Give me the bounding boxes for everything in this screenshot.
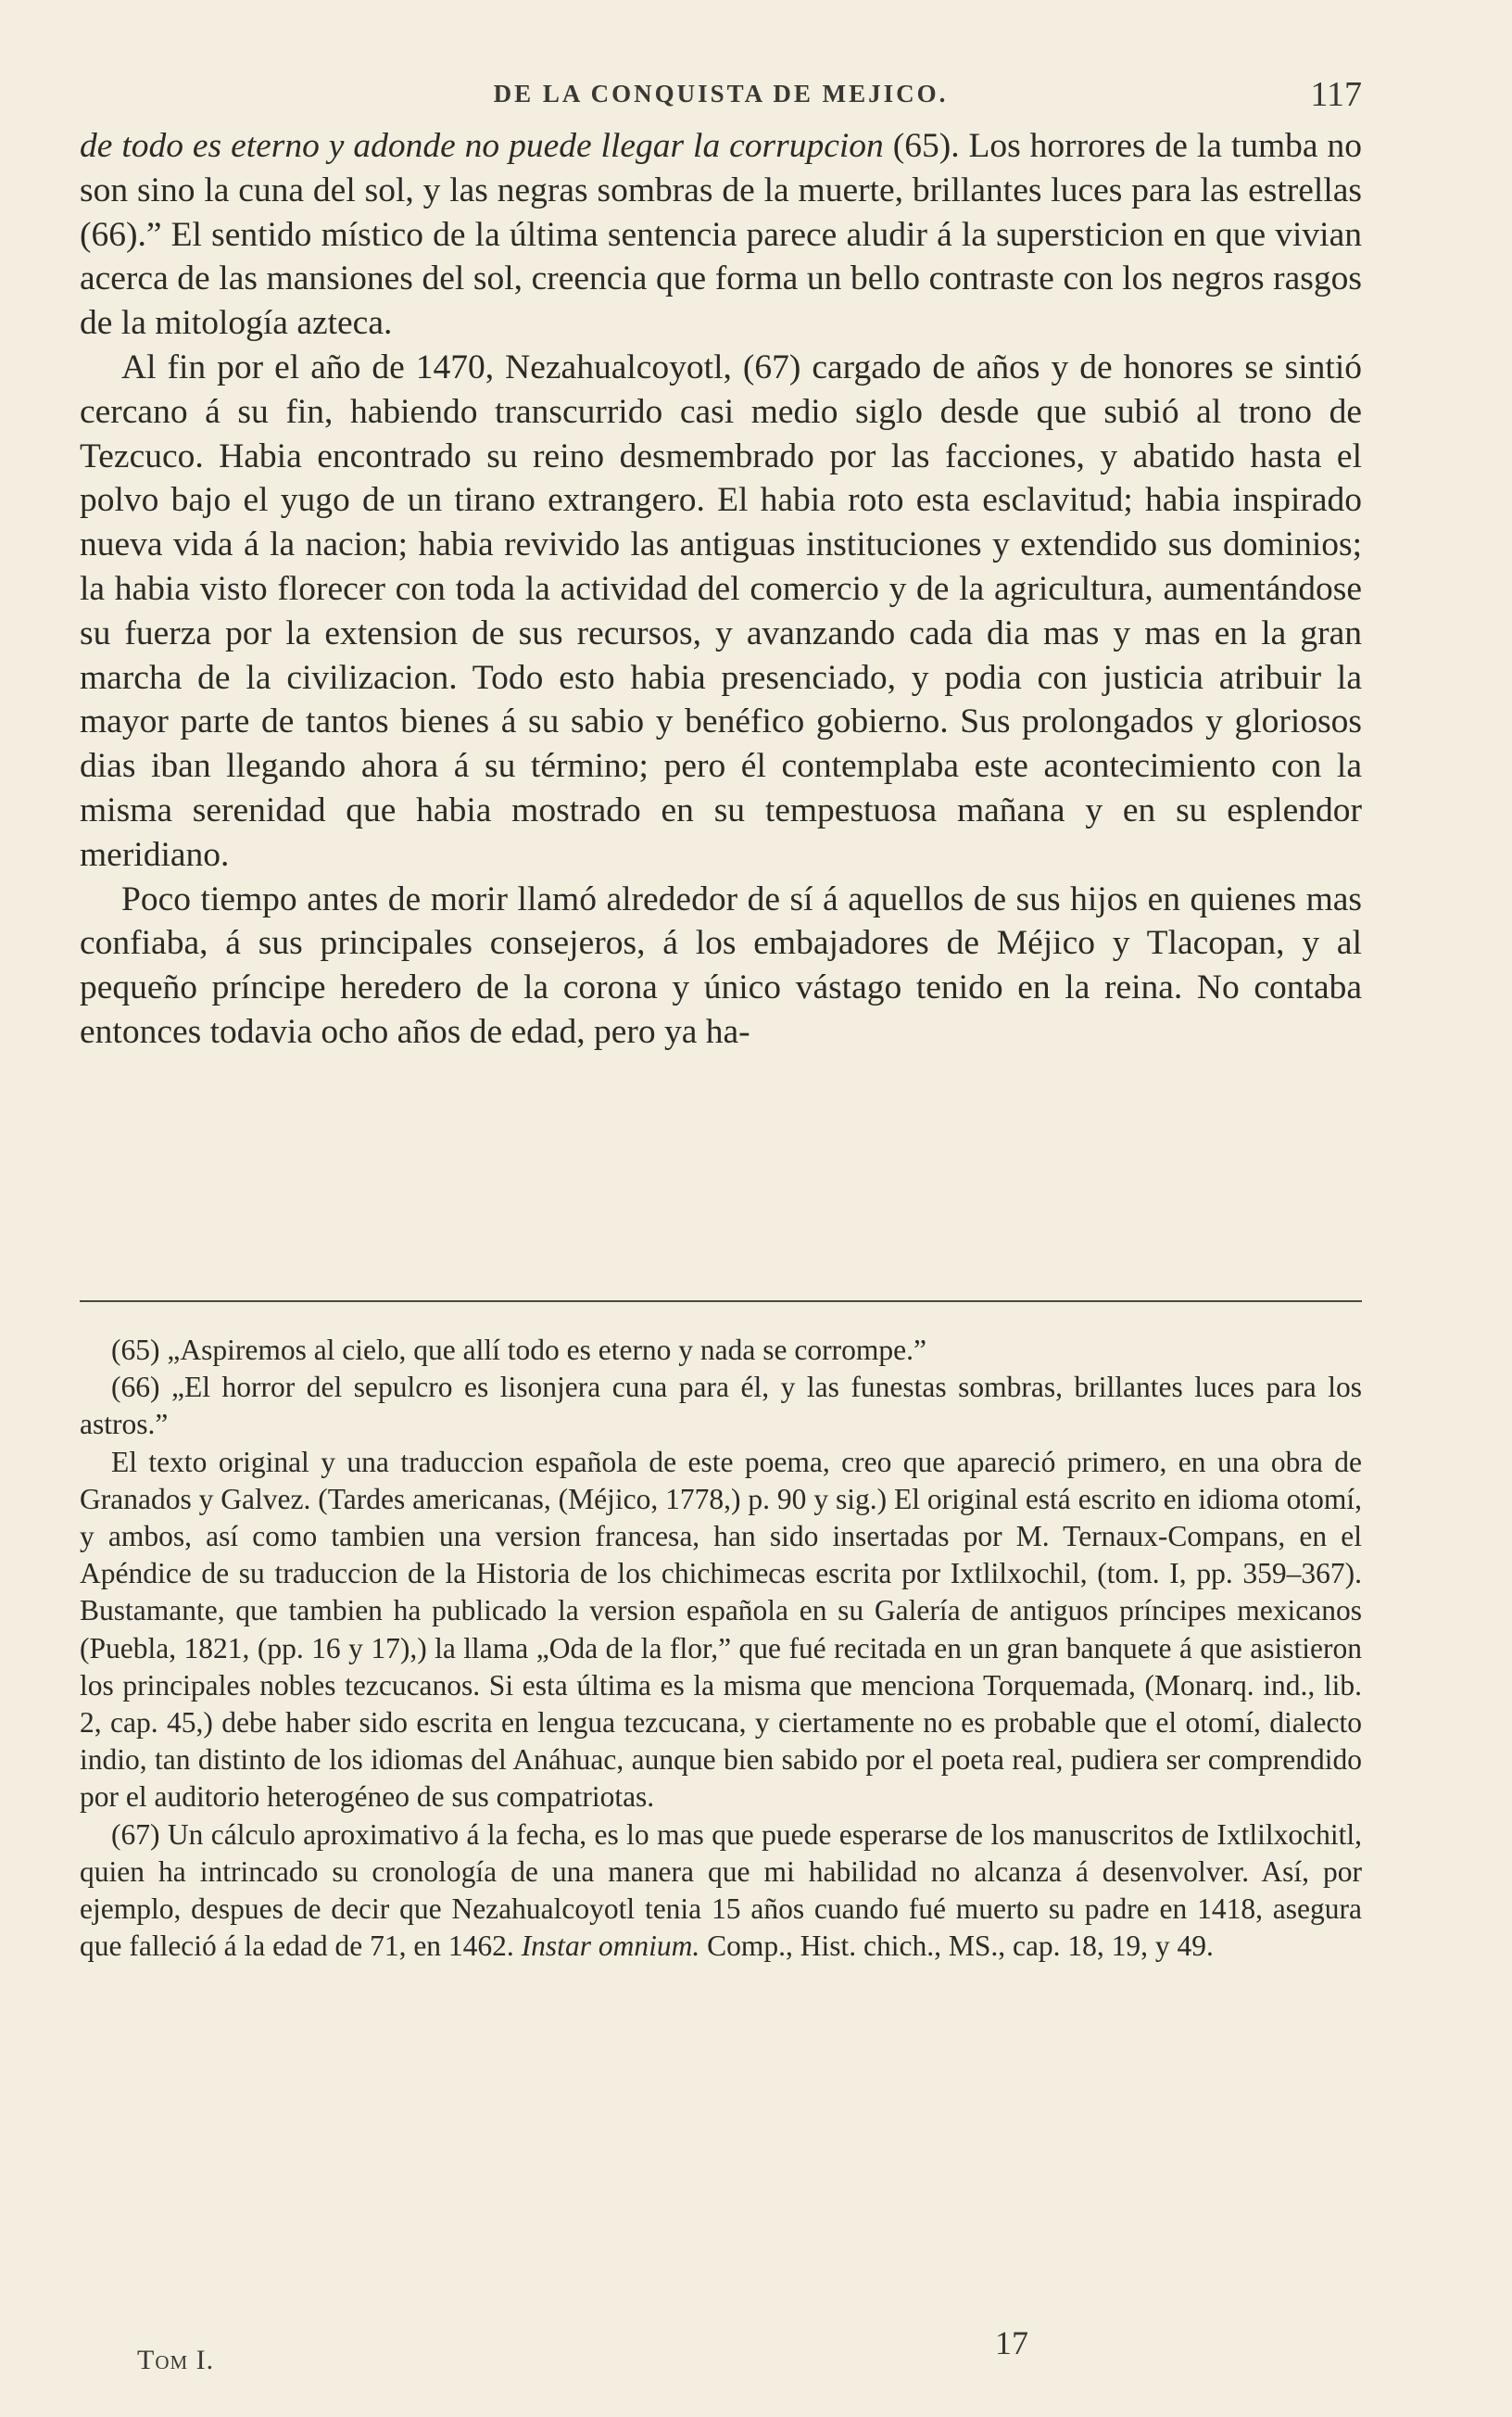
footnotes [80, 1332, 1362, 1965]
paragraph-1-italic: de todo es eterno y adonde no puede llegar la corrupcion [80, 127, 884, 165]
footnote-67-italic: Instar omnium. [521, 1930, 700, 1963]
paragraph-3: Poco tiempo antes de morir llamó alrededor de sí á aquellos de sus hijos en quienes mas confiaba, á sus principales consejeros, á los embajadores de Méjico y Tlacopan, y al pequeño príncipe heredero de la corona y único vástago tenido en la reina. No contaba entonces todavia ocho años de edad, pero ya ha- [80, 879, 1362, 1051]
footnote-66: (66) „El horror del sepulcro es lisonjera cuna para él, y las funestas sombras, brillantes luces para los astros.” [80, 1371, 1362, 1441]
footnote-divider [80, 1300, 1362, 1302]
main-text [80, 124, 1362, 1055]
footnote-67-text: (67) Un cálculo aproximativo á la fecha, es lo mas que puede esperarse de los manuscritos de Ixtlilxochitl, quien ha intrincado su cronología de una manera que mi habilidad no alcanza á desenvolver. Así, por ejemplo, despues de decir que Nezahualcoyotl tenia 15 años cuando fué muerto su padre en 1418, asegura que falleció á la edad de 71, en 1462. [80, 1817, 1362, 1963]
footnote-66-continued: El texto original y una traduccion española de este poema, creo que apareció primero, en una obra de Granados y Galvez. (Tardes americanas, (Méjico, 1778,) p. 90 y sig.) El original está escrito en idioma otomí, y ambos, así como tambien una version francesa, han sido insertadas por M. Ternaux-Compans, en el Apéndice de su traduccion de la Historia de los chichimecas escrita por Ixtlilxochil, (tom. I, pp. 359–367). Bustamante, que tambien ha publicado la version española en su Galería de antiguos príncipes mexicanos (Puebla, 1821, (pp. 16 y 17),) la llama „Oda de la flor,” que fué recitada en un gran banquete á que asistieron los principales nobles tezcucanos. Si esta última es la misma que menciona Torquemada, (Monarq. ind., lib. 2, cap. 45,) debe haber sido escrita en lengua tezcucana, y ciertamente no es probable que el otomí, dialecto indio, tan distinto de los idiomas del Anáhuac, aunque bien sabido por el poeta real, pudiera ser comprendido por el auditorio heterogéneo de sus compatriotas. [80, 1445, 1362, 1814]
paragraph-1 [80, 124, 1362, 346]
volume-signature: Tom I. [137, 2345, 215, 2375]
running-title: DE LA CONQUISTA DE MEJICO. [493, 80, 949, 108]
paragraph-2: Al fin por el año de 1470, Nezahualcoyotl, (67) cargado de años y de honores se sintió cercano á su fin, habiendo transcurrido casi medio siglo desde que subió al trono de Tezcuco. Habia encontrado su reino desmembrado por las facciones, y abatido hasta el polvo bajo el yugo de un tirano extrangero. El habia roto esta esclavitud; habia inspirado nueva vida á la nacion; habia revivido las antiguas instituciones y extendido sus dominios; la habia visto florecer con toda la actividad del comercio y de la agricultura, aumentándose su fuerza por la extension de sus recursos, y avanzando cada dia mas y mas en la gran marcha de la civilizacion. Todo esto habia presenciado, y podia con justicia atribuir la mayor parte de tantos bienes á su sabio y benéfico gobierno. Sus prolongados y gloriosos dias iban llegando ahora á su término; pero él contemplaba este acontecimiento con la misma serenidad que habia mostrado en su tempestuosa mañana y en su esplendor meridiano. [80, 348, 1362, 874]
sheet-number: 17 [995, 2324, 1028, 2361]
footnote-67 [80, 1816, 1362, 1966]
paragraph-1-text: (65). Los horrores de la tumba no son sino la cuna del sol, y las negras sombras de la muerte, brillantes luces para las estrellas (66).” El sentido místico de la última sentencia parece aludir á la supersticion en que vivian acerca de las mansiones del sol, creencia que forma un bello contraste con los negros rasgos de la mitología azteca. [80, 127, 1362, 343]
running-head [80, 75, 1362, 126]
footnote-65: (65) „Aspiremos al cielo, que allí todo es eterno y nada se corrompe.” [111, 1334, 926, 1366]
footnote-67-end: Comp., Hist. chich., MS., cap. 18, 19, y 49. [699, 1930, 1214, 1963]
page-number: 117 [1310, 75, 1362, 114]
